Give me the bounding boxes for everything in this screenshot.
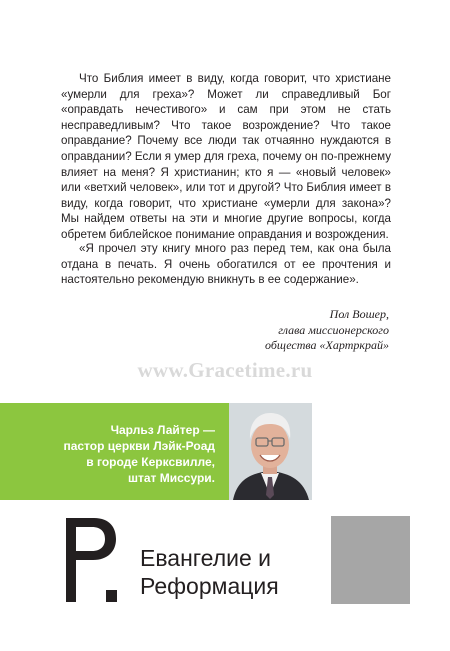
author-bio	[15, 422, 215, 486]
attribution-name: Пол Вошер,	[329, 307, 389, 321]
author-bio-band	[0, 403, 229, 500]
author-bio-line-3: в городе Керксвилле,	[86, 455, 215, 469]
author-bio-line-1: Чарльз Лайтер —	[110, 423, 215, 437]
author-photo	[229, 403, 312, 500]
grey-placeholder-box	[331, 516, 410, 604]
author-bio-line-4: штат Миссури.	[127, 471, 215, 485]
publisher-name-line-2: Реформация	[140, 573, 279, 599]
description-paragraph: Что Библия имеет в виду, когда говорит, что христиане «умерли для греха»? Может ли справедливый Бог «оправдать нечестивого» и сам при этом не стать несправедливым? Что такое возрождение? Что такое оправдание? Почему все люди так отчаянно нуждаются в оправдании? Если я умер для греха, почему он по-прежнему влияет на меня? Я христианин; кто я — «новый человек» или «ветхий человек», или тот и другой? Что Библия имеет в виду, когда говорит, что христиане «умерли для закона»? Мы найдем ответы на эти и многие другие вопросы, когда обретем библейское понимание оправдания и возрождения.	[61, 72, 391, 241]
endorsement-quote: «Я прочел эту книгу много раз перед тем, как она была отдана в печать. Я очень обогатился от ее прочтения и настоятельно рекомендую вникнуть в ее содержание».	[61, 242, 391, 287]
publisher-logo	[60, 514, 320, 604]
attribution-role-line-2: общества «Хартркрай»	[265, 338, 389, 352]
portrait-icon	[229, 403, 312, 500]
publisher-name-line-1: Евангелие и	[140, 545, 272, 571]
quote-attribution	[159, 307, 389, 354]
attribution-role-line-1: глава миссионерского	[278, 322, 389, 337]
author-bio-line-2: пастор церкви Лэйк-Роад	[63, 439, 215, 453]
publisher-name	[140, 544, 330, 600]
watermark: www.Gracetime.ru	[137, 358, 313, 382]
logo-icon	[60, 514, 122, 604]
